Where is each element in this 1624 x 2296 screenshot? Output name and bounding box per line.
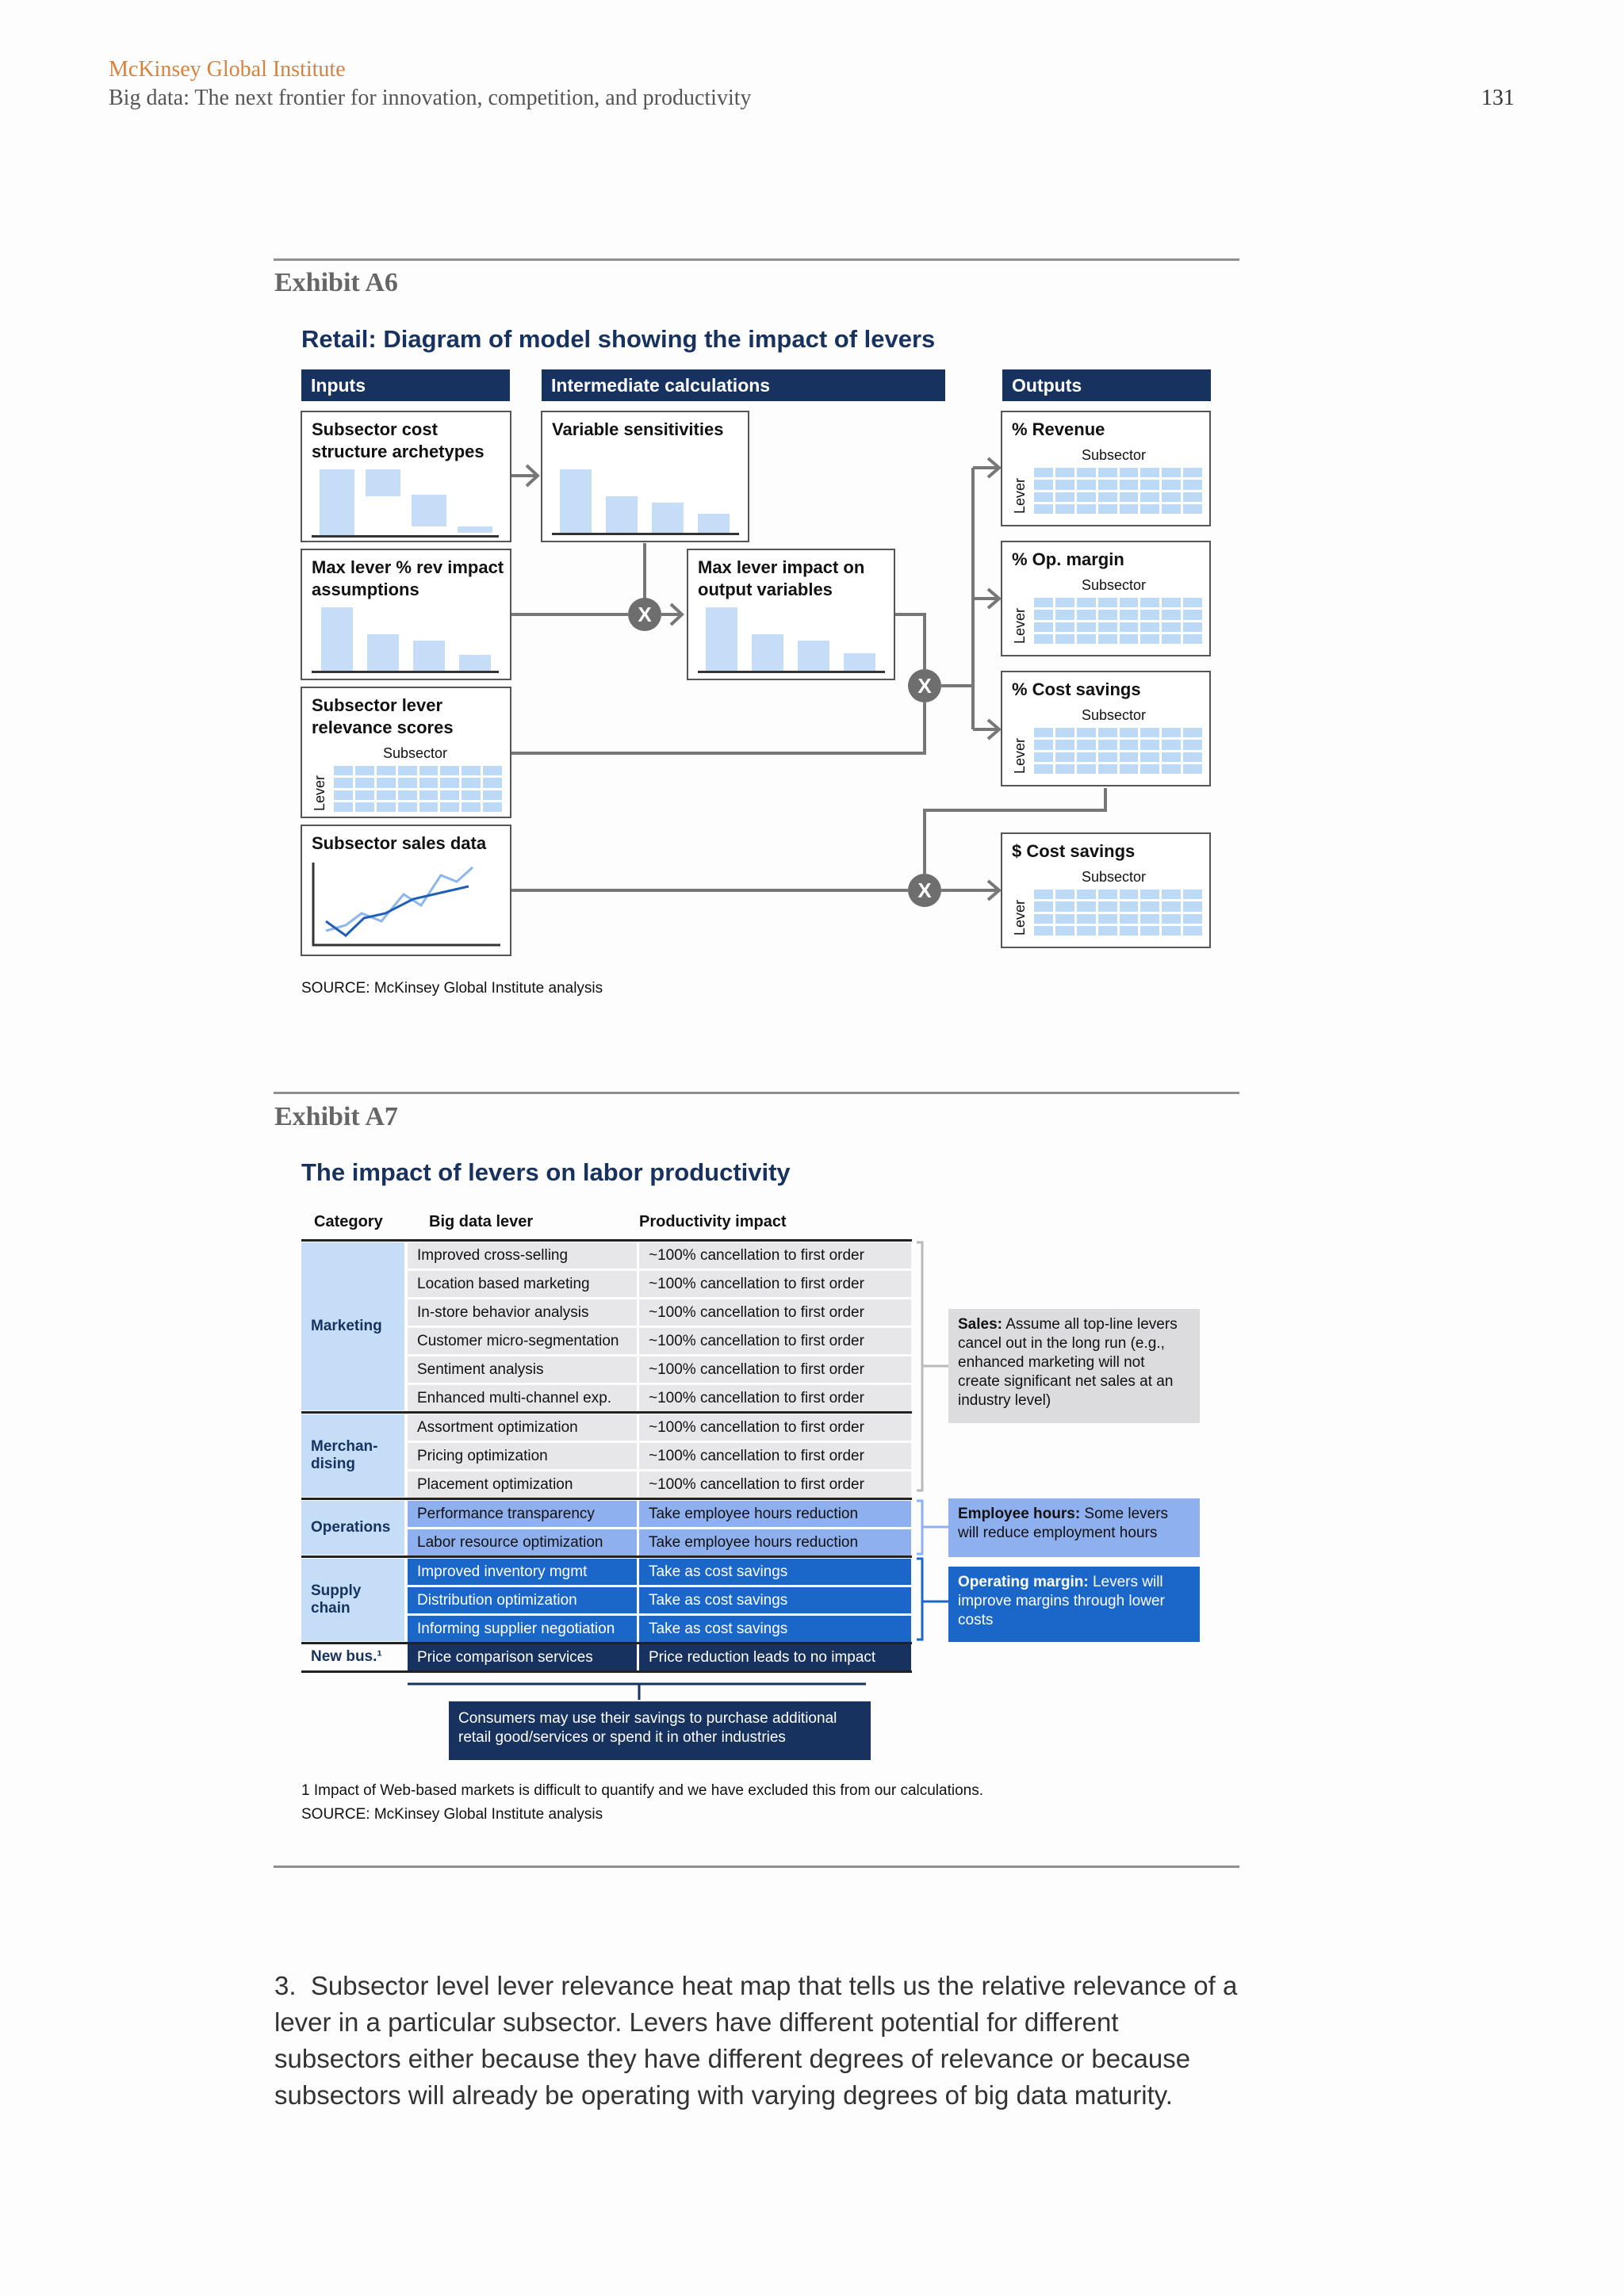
- impact-cell: ~100% cancellation to first order: [639, 1271, 911, 1297]
- lever-cell: Informing supplier negotiation: [408, 1616, 637, 1642]
- exhibit-a7-bottom-rule: [274, 1866, 1239, 1868]
- exhibit-a6-label: Exhibit A6: [274, 268, 398, 297]
- subsector-axis-label: Subsector: [1082, 447, 1147, 463]
- lever-column-header: Big data lever: [429, 1213, 534, 1230]
- subsector-axis-label: Subsector: [1082, 577, 1147, 593]
- lever-cell: Price comparison services: [408, 1644, 637, 1670]
- lever-cell: Distribution optimization: [408, 1587, 637, 1613]
- lever-cell: Customer micro-segmentation: [408, 1328, 637, 1354]
- impact-cell: ~100% cancellation to first order: [639, 1242, 911, 1269]
- lever-cell: In-store behavior analysis: [408, 1299, 637, 1326]
- lever-cell: Enhanced multi-channel exp.: [408, 1385, 637, 1411]
- impact-cell: Take as cost savings: [639, 1616, 911, 1642]
- subsector-axis-label: Subsector: [1082, 707, 1147, 723]
- impact-cell: ~100% cancellation to first order: [639, 1414, 911, 1441]
- consumers-note: Consumers may use their savings to purchase additional retail good/services or spend it in other industries: [449, 1701, 871, 1760]
- sales-data-title: Subsector sales data: [312, 833, 487, 853]
- impact-cell: Take employee hours reduction: [639, 1501, 911, 1527]
- lever-cell: Pricing optimization: [408, 1443, 637, 1469]
- relevance-title: Subsector lever relevance scores: [312, 695, 454, 737]
- impact-cell: ~100% cancellation to first order: [639, 1443, 911, 1469]
- impact-cell: Take as cost savings: [639, 1587, 911, 1613]
- outputs-header: Outputs: [1002, 369, 1211, 401]
- exhibit-a7-label: Exhibit A7: [274, 1102, 398, 1131]
- employee-hours-note: Employee hours: Some levers will reduce employment hours: [948, 1498, 1200, 1557]
- impact-cell: ~100% cancellation to first order: [639, 1471, 911, 1498]
- report-title: Big data: The next frontier for innovation, competition, and productivity: [109, 86, 752, 110]
- impact-column-header: Productivity impact: [639, 1213, 787, 1230]
- exhibit-a6-source: SOURCE: McKinsey Global Institute analysis: [301, 980, 603, 997]
- body-paragraph: 3. Subsector level lever relevance heat map that tells us the relative relevance of a lever in a particular subsector. Levers have different potential for different subsectors either because they have different degrees of relevance or because subsectors will already be operating with varying degrees of big data maturity.: [274, 1971, 1238, 2110]
- lever-axis-label: Lever: [1012, 737, 1028, 774]
- lever-cell: Improved cross-selling: [408, 1242, 637, 1269]
- operating-margin-note: Operating margin: Levers will improve margins through lower costs: [948, 1567, 1200, 1642]
- lever-cell: Labor resource optimization: [408, 1529, 637, 1556]
- impact-cell: ~100% cancellation to first order: [639, 1299, 911, 1326]
- exhibit-a7-source: SOURCE: McKinsey Global Institute analysis: [301, 1806, 603, 1823]
- exhibit-a6-title: Retail: Diagram of model showing the impact of levers: [301, 325, 936, 353]
- category-supply-chain: Supply chain: [301, 1559, 404, 1641]
- lever-cell: Assortment optimization: [408, 1414, 637, 1441]
- impact-cell: ~100% cancellation to first order: [639, 1357, 911, 1383]
- category-column-header: Category: [314, 1213, 383, 1230]
- intermediate-header: Intermediate calculations: [542, 369, 945, 401]
- op-margin-output-title: % Op. margin: [1012, 549, 1124, 569]
- subsector-axis-label: Subsector: [383, 745, 448, 761]
- lever-axis-label: Lever: [1012, 899, 1028, 936]
- lever-cell: Location based marketing: [408, 1271, 637, 1297]
- category-operations: Operations: [301, 1501, 404, 1555]
- sensitivities-title: Variable sensitivities: [552, 419, 724, 439]
- multiply-node: X: [908, 874, 941, 907]
- exhibit-a7-footnote: 1 Impact of Web-based markets is difficult to quantify and we have excluded this from our calculations.: [301, 1782, 984, 1799]
- page-number: 131: [1481, 86, 1515, 110]
- exhibit-a7-title: The impact of levers on labor productivity: [301, 1158, 791, 1186]
- impact-cell: Take as cost savings: [639, 1559, 911, 1585]
- cost-structure-title: Subsector cost structure archetypes: [312, 419, 485, 461]
- lever-cell: Placement optimization: [408, 1471, 637, 1498]
- inputs-header: Inputs: [301, 369, 510, 401]
- lever-cell: Sentiment analysis: [408, 1357, 637, 1383]
- multiply-node: X: [628, 598, 661, 631]
- cost-savings-usd-title: $ Cost savings: [1012, 841, 1136, 861]
- impact-cell: ~100% cancellation to first order: [639, 1328, 911, 1354]
- lever-cell: Performance transparency: [408, 1501, 637, 1527]
- revenue-output-title: % Revenue: [1012, 419, 1105, 439]
- lever-axis-label: Lever: [312, 775, 327, 811]
- lever-impact-title: Max lever impact on output variables: [698, 557, 865, 599]
- impact-cell: Price reduction leads to no impact: [639, 1644, 911, 1670]
- sales-note: Sales: Assume all top-line levers cancel out in the long run (e.g., enhanced marketing will not create significant net sales at an industry level): [948, 1309, 1200, 1423]
- cost-savings-pct-title: % Cost savings: [1012, 679, 1141, 699]
- multiply-node: X: [908, 669, 941, 702]
- lever-cell: Improved inventory mgmt: [408, 1559, 637, 1585]
- max-lever-title: Max lever % rev impact assumptions: [312, 557, 504, 599]
- lever-axis-label: Lever: [1012, 477, 1028, 514]
- impact-cell: Take employee hours reduction: [639, 1529, 911, 1556]
- category-merchandising: Merchan- dising: [301, 1414, 404, 1497]
- publisher-name: McKinsey Global Institute: [109, 57, 346, 82]
- lever-axis-label: Lever: [1012, 607, 1028, 644]
- impact-cell: ~100% cancellation to first order: [639, 1385, 911, 1411]
- subsector-axis-label: Subsector: [1082, 869, 1147, 885]
- category-new-business: New bus.¹: [301, 1644, 404, 1670]
- category-marketing: Marketing: [301, 1242, 404, 1410]
